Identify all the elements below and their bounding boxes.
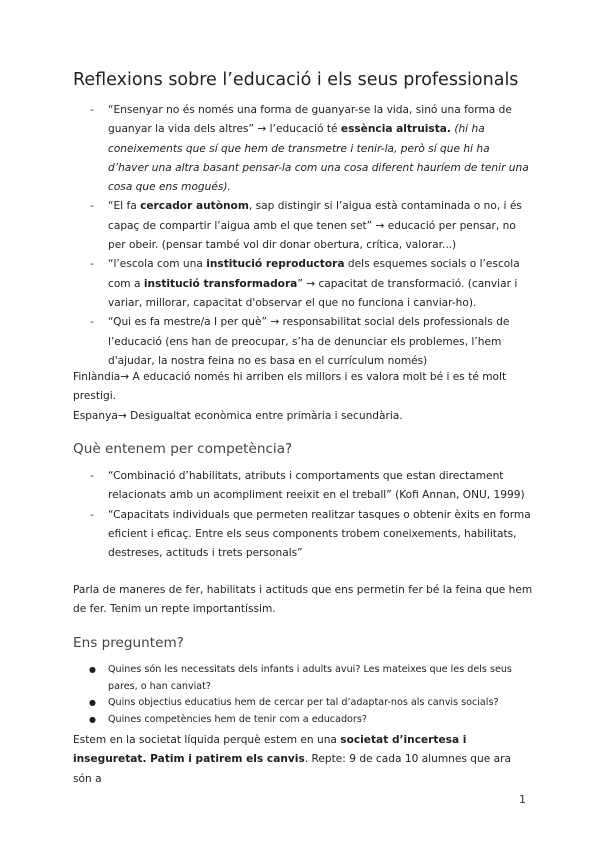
- espanya-paragraph: Espanya→ Desigualtat econòmica entre primària i secundària.: [73, 409, 403, 422]
- dash-marker: -: [90, 316, 94, 329]
- bold-text: societat d’incertesa i inseguretat. Patim i patirem els canvis: [73, 734, 467, 766]
- list-item: [73, 313, 533, 371]
- page-number: 1: [519, 793, 526, 806]
- section-heading-competencia: Què entenem per competència?: [73, 441, 293, 457]
- item-text: “Capacitats individuals que permeten realitzar tasques o obtenir èxits en forma eficient i eficaç. Entre els seus components trobem coneixements, habilitats, destreses, actituds i trets personals”: [108, 508, 531, 560]
- bullet-dot-icon: ●: [89, 715, 96, 725]
- paragraph-text: . Repte: 9 de cada 10 alumnes que ara són a: [73, 753, 511, 785]
- dash-marker: -: [90, 470, 94, 482]
- parla-paragraph: Parla de maneres de fer, habilitats i actituds que ens permetin fer bé la feina que hem de fer. Tenim un repte importantíssim.: [73, 584, 533, 616]
- dash-marker: -: [90, 200, 94, 213]
- item-text: Quines són les necessitats dels infants i adults avui? Les mateixes que les dels seus pares, o han canviat?: [108, 664, 512, 692]
- bullet-dot-icon: ●: [89, 665, 96, 674]
- dash-marker: -: [90, 104, 94, 116]
- page-title: Reflexions sobre l’educació i els seus professionals: [73, 70, 519, 90]
- dash-marker: -: [90, 508, 94, 521]
- bold-text: institució transformadora: [143, 277, 298, 290]
- item-text: , sap distingir si l’aigua està contaminada o no, i és capaç de compartir l’aigua amb el que tenen set” → educació per pensar, no per obeir. (pensar també vol dir donar obertura, crítica, valorar...): [108, 200, 522, 252]
- item-text: Quins objectius educatius hem de cercar per tal d’adaptar-nos als canvis socials?: [108, 697, 499, 709]
- estem-paragraph: [73, 731, 533, 789]
- competencia-list: [73, 467, 533, 563]
- paragraph-text: Estem en la societat líquida perquè estem en una: [73, 734, 341, 746]
- list-item: [73, 255, 533, 313]
- reflexions-list: [73, 101, 533, 371]
- section-heading-preguntem: Ens preguntem?: [73, 635, 184, 651]
- list-item: [73, 467, 533, 506]
- list-item: [73, 101, 533, 197]
- dash-marker: -: [90, 258, 94, 271]
- bold-text: cercador autònom: [140, 200, 249, 213]
- italic-text: (hi ha coneixements que sí que hem de transmetre i tenir-la, però sí que hi ha d’haver una altra basant pensar-la com una cosa diferent hauríem de tenir una cosa que ens mogués).: [108, 123, 529, 194]
- list-item: [73, 197, 533, 255]
- bold-text: essència altruista.: [340, 123, 451, 136]
- finlandia-paragraph: Finlàndia→ A educació només hi arriben els millors i es valora molt bé i es té molt prestigi.: [73, 371, 507, 403]
- item-text: “Qui es fa mestre/a I per què” → responsabilitat social dels professionals de l’educació (ens han de preocupar, s’ha de denunciar els problemes, l’hem d'ajudar, la nostra feina no es basa en el currículum només): [108, 316, 510, 367]
- list-item: [73, 506, 533, 564]
- bold-text: institució reproductora: [206, 258, 345, 271]
- item-text: “El fa: [108, 200, 141, 213]
- item-text: ” → capacitat de transformació. (canviar i variar, millorar, capacitat d'observar el que no funciona i canviar-ho).: [108, 277, 518, 309]
- bullet-dot-icon: ●: [89, 698, 96, 708]
- parla-block: [73, 581, 533, 620]
- preguntes-list: [73, 662, 533, 729]
- item-text: Quines competències hem de tenir com a educadors?: [108, 714, 367, 726]
- countries-block: [73, 368, 533, 426]
- estem-block: [73, 731, 533, 789]
- item-text: dels esquemes socials o l’escola com a: [108, 258, 520, 290]
- bullet-item: [73, 712, 533, 729]
- item-text: “l’escola com una: [108, 258, 207, 271]
- bullet-item: [73, 695, 533, 712]
- item-text: “Combinació d’habilitats, atributs i comportaments que estan directament relacionats amb un acompliment reeixit en el treball” (Kofi Annan, ONU, 1999): [108, 470, 525, 502]
- bullet-item: [73, 662, 533, 695]
- item-text: “Ensenyar no és només una forma de guanyar-se la vida, sinó una forma de guanyar la vida dels altres” → l’educació té: [108, 104, 512, 136]
